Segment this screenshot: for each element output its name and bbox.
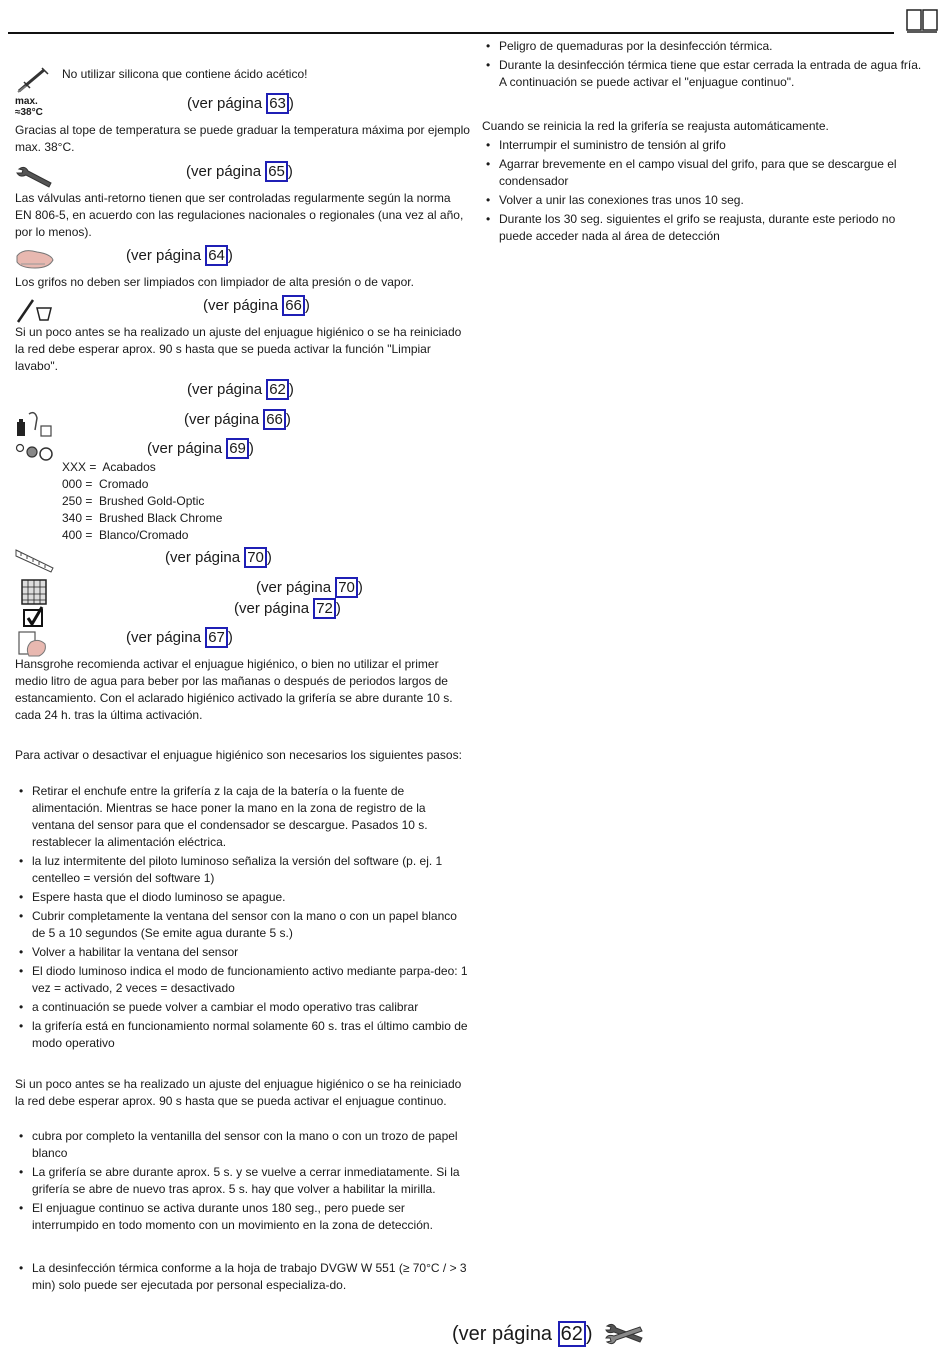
page-ref-70b[interactable]: (ver página 70 ): [256, 579, 363, 596]
flow-diagram-icon: [20, 578, 48, 606]
list-item: • Volver a unir las conexiones tras unos 10 seg.: [482, 192, 922, 209]
list-item: • Interrumpir el suministro de tensión al grifo: [482, 137, 922, 154]
list-item: • la luz intermitente del piloto luminoso señaliza la versión del software (p. ej. 1 centelleo = versión del software 1): [15, 853, 470, 887]
finish-row: 340 = Brushed Black Chrome: [62, 511, 223, 525]
thermal-warnings-list: [482, 38, 922, 93]
finish-codes: [62, 459, 222, 544]
list-item: • El enjuague continuo se activa durante unos 180 seg., pero puede ser interrumpido en todo momento con un movimiento en la zona de detección.: [15, 1200, 470, 1234]
open-book-icon: [906, 8, 938, 34]
finish-parts-icon: [15, 442, 55, 466]
wrenches-icon: [604, 1322, 646, 1346]
page-ref-67[interactable]: (ver página 67 ): [126, 629, 233, 646]
checkbox-checked-icon: [22, 606, 46, 628]
basin-text: Si un poco antes se ha realizado un ajuste del enjuague higiénico o se ha reiniciado la red debe esperar aprox. 90 s hasta que se pueda activar la función "Limpiar lavabo".: [15, 325, 462, 373]
page-ref-70a[interactable]: (ver página 70 ): [165, 549, 272, 566]
dimensions-ruler-icon: [15, 548, 55, 574]
finish-row: 000 = Cromado: [62, 477, 149, 491]
list-item: • a continuación se puede volver a cambiar el modo operativo tras calibrar: [15, 999, 470, 1016]
reset-list: [482, 137, 922, 247]
continuous-list: [15, 1128, 470, 1236]
wrench-icon: [15, 165, 55, 189]
page-ref-62[interactable]: (ver página 62 ): [187, 381, 294, 398]
footer-page-ref-62[interactable]: (ver página 62 ): [452, 1323, 593, 1345]
temp-text: Gracias al tope de temperatura se puede graduar la temperatura máxima por ejemplo max. 38°C.: [15, 123, 470, 154]
max-temp-icon: max. ≈38°C: [15, 96, 43, 118]
list-item: • Durante los 30 seg. siguientes el grifo se reajusta, durante este periodo no puede acceder nada al área de detección: [482, 211, 922, 245]
cleaning-cloth-icon: [15, 246, 55, 272]
hygiene-text: Hansgrohe recomienda activar el enjuague higiénico, o bien no utilizar el primer medio litro de agua para beber por las mañanas o después de periodos largos de estancamiento. Con el aclarado higiénico activado la grifería se abre durante 10 s. cada 24 h. tras la última activación.: [15, 657, 453, 722]
list-item: • La grifería se abre durante aprox. 5 s. y se vuelve a cerrar inmediatamente. Si la grifería se abre de nuevo tras aprox. 5 s. hay que volver a habilitar la mirilla.: [15, 1164, 470, 1198]
page-ref-65[interactable]: (ver página 65 ): [186, 163, 293, 180]
steps-list: [15, 783, 470, 1054]
list-item: • La desinfección térmica conforme a la hoja de trabajo DVGW W 551 (≥ 70°C / > 3 min) solo puede ser ejecutada por personal especializa-do.: [15, 1260, 470, 1294]
header-rule: [8, 32, 894, 34]
silicone-note: No utilizar silicona que contiene ácido acético!: [62, 67, 308, 81]
reset-intro: Cuando se reinicia la red la grifería se reajusta automáticamente.: [482, 119, 829, 133]
finish-row: 400 = Blanco/Cromado: [62, 528, 189, 542]
page-ref-66-basin[interactable]: (ver página 66 ): [203, 297, 310, 314]
page-ref-63[interactable]: (ver página 63 ): [187, 95, 294, 112]
finish-row: XXX = Acabados: [62, 460, 156, 474]
page-ref-66-battery[interactable]: (ver página 66 ): [184, 411, 291, 428]
thermal-list: [15, 1260, 470, 1296]
list-item: • Peligro de quemaduras por la desinfección térmica.: [482, 38, 922, 55]
list-item: • la grifería está en funcionamiento normal solamente 60 s. tras el último cambio de modo operativo: [15, 1018, 470, 1052]
list-item: • El diodo luminoso indica el modo de funcionamiento activo mediante parpa-deo: 1 vez = activado, 2 veces = desactivado: [15, 963, 470, 997]
list-item: • Volver a habilitar la ventana del sensor: [15, 944, 470, 961]
battery-sensor-icon: [15, 410, 53, 440]
list-item: • Cubrir completamente la ventana del sensor con la mano o con un papel blanco de 5 a 10 segundos (Se emite agua durante 5 s.): [15, 908, 470, 942]
brush-basin-icon: [15, 296, 53, 324]
page-ref-69[interactable]: (ver página 69 ): [147, 440, 254, 457]
list-item: • Durante la desinfección térmica tiene que estar cerrada la entrada de agua fría. A continuación se puede activar el "enjuague continuo".: [482, 57, 922, 91]
list-item: • Agarrar brevemente en el campo visual del grifo, para que se descargue el condensador: [482, 156, 922, 190]
list-item: • Retirar el enchufe entre la grifería z la caja de la batería o la fuente de alimentación. Mientras se hace poner la mano en la zona de registro de la ventana del sensor para que el condensador se descargue. Pasados 10 s. restablecer la alimentación eléctrica.: [15, 783, 470, 851]
steps-intro: Para activar o desactivar el enjuague higiénico son necesarios los siguientes pasos:: [15, 748, 462, 762]
continuous-intro: Si un poco antes se ha realizado un ajuste del enjuague higiénico o se ha reiniciado la red debe esperar aprox. 90 s hasta que se pueda activar el enjuague continuo.: [15, 1077, 462, 1108]
finish-row: 250 = Brushed Gold-Optic: [62, 494, 205, 508]
page-ref-64[interactable]: (ver página 64 ): [126, 247, 233, 264]
list-item: • cubra por completo la ventanilla del sensor con la mano o con un trozo de papel blanco: [15, 1128, 470, 1162]
silicone-gun-icon: [16, 66, 50, 94]
valves-text: Las válvulas anti-retorno tienen que ser controladas regularmente según la norma EN 806-5, en acuerdo con las regulaciones nacionales o regionales (una vez al año, por lo menos).: [15, 191, 464, 239]
page-ref-72[interactable]: (ver página 72 ): [234, 600, 341, 617]
hand-sensor-icon: [15, 630, 49, 658]
cleaning-text: Los grifos no deben ser limpiados con limpiador de alta presión o de vapor.: [15, 275, 414, 289]
list-item: • Espere hasta que el diodo luminoso se apague.: [15, 889, 470, 906]
